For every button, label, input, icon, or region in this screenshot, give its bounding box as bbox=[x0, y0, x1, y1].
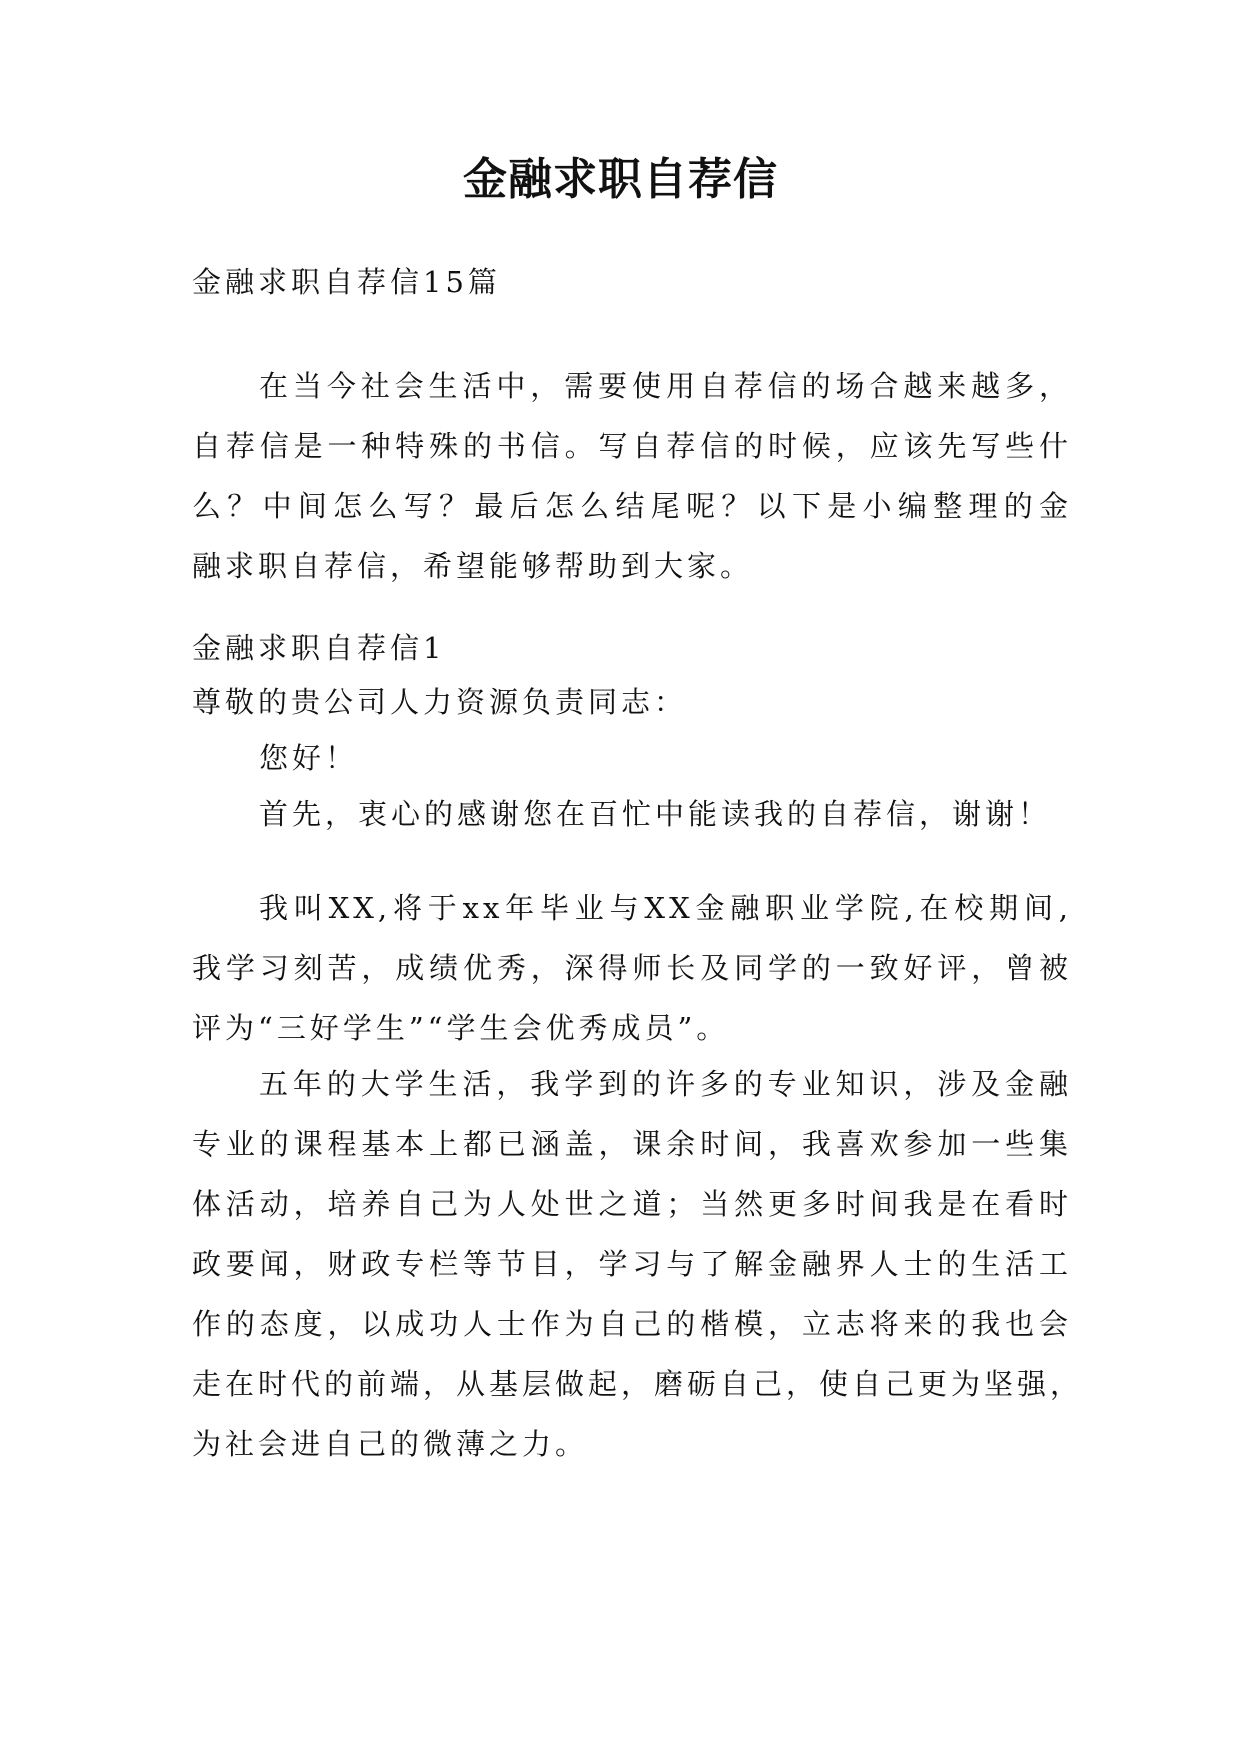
document-subtitle bbox=[192, 252, 1072, 312]
intro-line: 融求职自荐信，希望能够帮助到大家。 bbox=[192, 549, 754, 583]
paragraph-line: 作的态度，以成功人士作为自己的楷模，立志将来的我也会 bbox=[192, 1307, 1072, 1341]
paragraph-line: 我学习刻苦，成绩优秀，深得师长及同学的一致好评，曾被 bbox=[192, 951, 1072, 985]
letter-paragraph-2 bbox=[192, 1054, 1084, 1474]
letter-salutation: 尊敬的贵公司人力资源负责同志： bbox=[192, 685, 688, 719]
paragraph-line: 五年的大学生活，我学到的许多的专业知识，涉及金融 bbox=[259, 1067, 1072, 1101]
intro-line: 么？中间怎么写？最后怎么结尾呢？以下是小编整理的金 bbox=[192, 489, 1072, 523]
paragraph-line: 体活动，培养自己为人处世之道；当然更多时间我是在看时 bbox=[192, 1187, 1072, 1221]
intro-line: 自荐信是一种特殊的书信。写自荐信的时候，应该先写些什 bbox=[192, 429, 1072, 463]
letter-heading: 金融求职自荐信1 bbox=[192, 631, 446, 665]
paragraph-line: 我叫XX,将于xx年毕业与XX金融职业学院,在校期间, bbox=[259, 891, 1072, 925]
letter-paragraph-1 bbox=[192, 878, 1072, 1058]
subtitle-text: 金融求职自荐信15篇 bbox=[192, 265, 501, 299]
paragraph-line: 为社会进自己的微薄之力。 bbox=[192, 1427, 589, 1461]
paragraph-line: 走在时代的前端，从基层做起，磨砺自己，使自己更为坚强， bbox=[192, 1367, 1084, 1401]
intro-line: 在当今社会生活中，需要使用自荐信的场合越来越多， bbox=[259, 369, 1072, 403]
letter-header bbox=[192, 618, 1072, 844]
paragraph-line: 专业的课程基本上都已涵盖，课余时间，我喜欢参加一些集 bbox=[192, 1127, 1072, 1161]
document-title: 金融求职自荐信 bbox=[463, 154, 778, 205]
letter-thanks: 首先，衷心的感谢您在百忙中能读我的自荐信，谢谢！ bbox=[259, 797, 1052, 831]
letter-greeting: 您好！ bbox=[259, 741, 359, 775]
intro-paragraph bbox=[192, 356, 1072, 596]
paragraph-line: 评为“三好学生”“学生会优秀成员”。 bbox=[192, 1011, 730, 1045]
paragraph-line: 政要闻，财政专栏等节目，学习与了解金融界人士的生活工 bbox=[192, 1247, 1072, 1281]
